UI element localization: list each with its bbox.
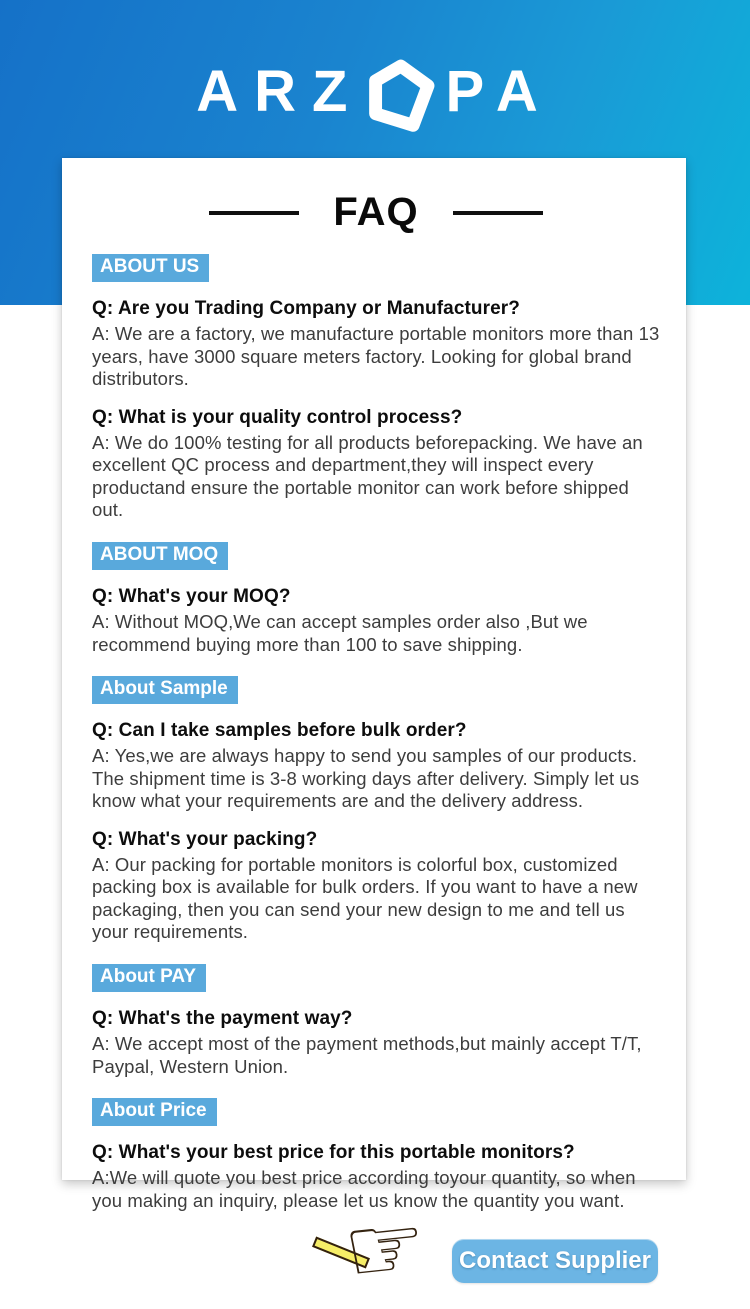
- question: Q: Can I take samples before bulk order?: [92, 720, 467, 742]
- title-rule-left: [209, 211, 299, 215]
- brand-logo: [0, 48, 750, 136]
- question: Q: What's your best price for this portable monitors?: [92, 1142, 575, 1164]
- answer: A: We are a factory, we manufacture portable monitors more than 13 years, have 3000 square meters factory. Looking for global brand distributors.: [92, 323, 660, 390]
- hand-glyph: ☞: [338, 1191, 432, 1307]
- answer: A: Our packing for portable monitors is colorful box, customized packing box is available for bulk orders. If you want to have a new packaging, then you can send your new design to me and tell us your requirements.: [92, 853, 638, 943]
- answer: A: We accept most of the payment methods,but mainly accept T/T, Paypal, Western Union.: [92, 1033, 642, 1077]
- question: Q: What's your packing?: [92, 828, 318, 850]
- answer: A: Without MOQ,We can accept samples order also ,But we recommend buying more than 100 to save shipping.: [92, 610, 588, 655]
- cta-row: [92, 1191, 660, 1309]
- answer: A: We do 100% testing for all products beforepacking. We have an excellent QC process and department,they will inspect every productand ensure the portable monitor can work before shipped out.: [92, 431, 643, 521]
- question: Q: What's your MOQ?: [92, 585, 291, 607]
- faq-header: [92, 190, 660, 235]
- logo-text-left: ARZ: [196, 59, 364, 124]
- question: Q: Are you Trading Company or Manufacturer?: [92, 298, 520, 319]
- contact-supplier-button[interactable]: Contact Supplier: [452, 1239, 658, 1283]
- logo-o-blob-icon: [357, 55, 443, 143]
- section-label-about-pay: About PAY: [92, 964, 206, 992]
- faq-card: [62, 158, 686, 1307]
- question: Q: What is your quality control process?: [92, 406, 463, 428]
- page-title: FAQ: [333, 190, 419, 234]
- section-label-about-price: About Price: [92, 1098, 217, 1126]
- section-label-about-sample: About Sample: [92, 676, 238, 704]
- section-label-about-us: ABOUT US: [92, 254, 209, 282]
- question: Q: What's the payment way?: [92, 1008, 353, 1029]
- answer: A: Yes,we are always happy to send you samples of our products. The shipment time is 3-8 working days after delivery. Simply let us know what your requirements are and the delivery address.: [92, 745, 640, 812]
- logo-text-right: PA: [445, 59, 554, 124]
- pointing-hand-icon: [316, 1191, 446, 1307]
- answer: A:We will quote you best price according toyour quantity, so when you making an inquiry, please let us know the quantity you want.: [92, 1167, 636, 1211]
- section-label-about-moq: ABOUT MOQ: [92, 542, 228, 570]
- title-rule-right: [453, 211, 543, 215]
